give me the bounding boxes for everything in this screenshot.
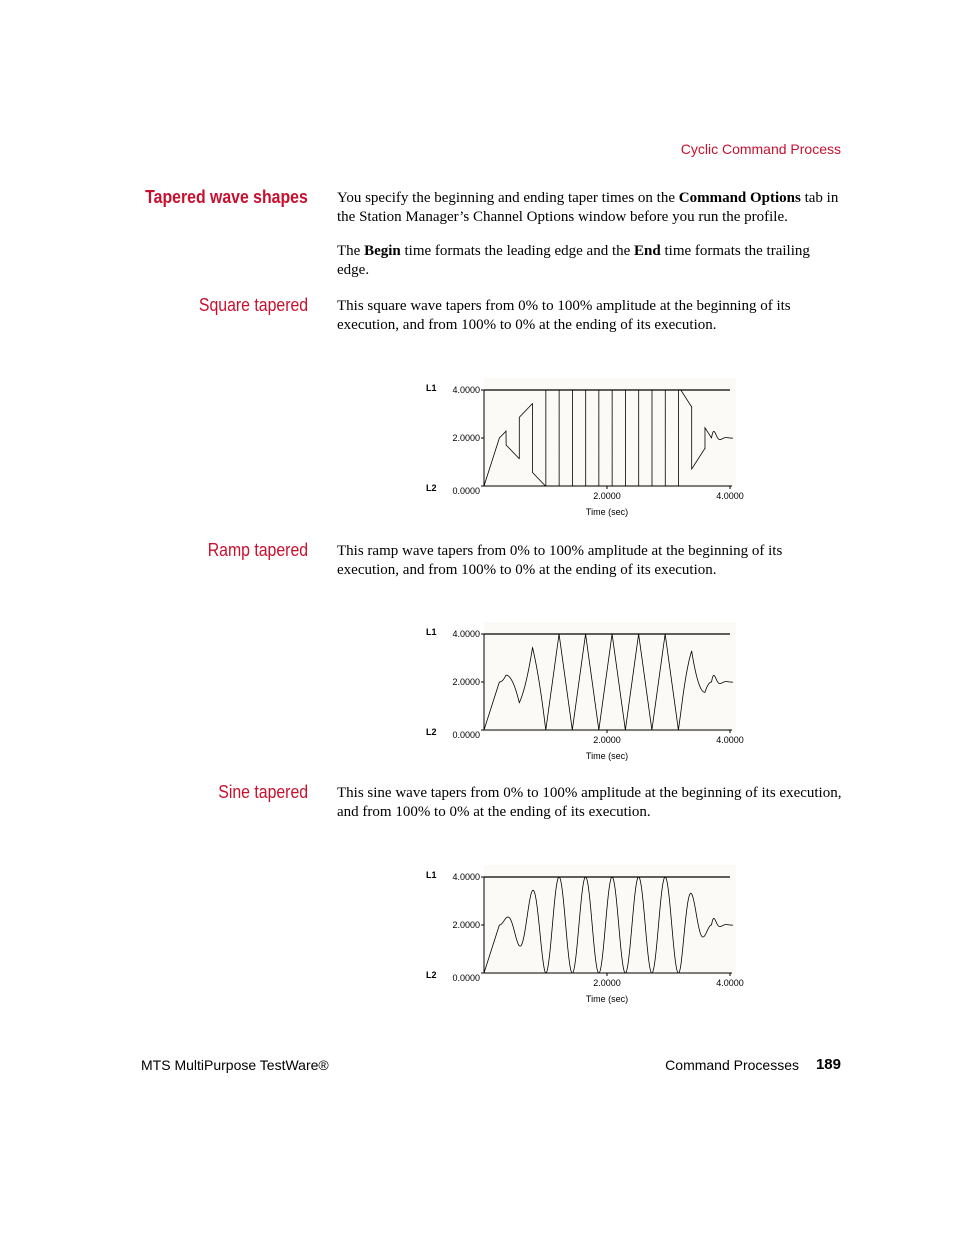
paragraph-ramp: This ramp wave tapers from 0% to 100% amplitude at the beginning of its execution, and from 100% to 0% at the ending of its execution. — [337, 543, 783, 578]
paragraph-sine: This sine wave tapers from 0% to 100% amplitude at the beginning of its execution, and from 100% to 0% at the ending of its execution. — [337, 785, 842, 820]
paragraph-taper-times — [337, 189, 842, 227]
x-axis-label: Time (sec) — [585, 751, 629, 761]
y-tick-label: 0.0000 — [452, 486, 480, 496]
plot-area — [484, 378, 736, 488]
text-run: time formats the leading edge and the — [400, 243, 635, 259]
heading-sine-tapered: Sine tapered — [218, 782, 308, 802]
bold-begin: Begin — [364, 243, 401, 259]
level-label-l2: L2 — [426, 970, 437, 980]
text-run: tab in the Station Manager’s Channel Options window before you run the profile. — [337, 190, 839, 225]
y-tick-label: 4.0000 — [452, 629, 480, 639]
level-label-l2: L2 — [426, 727, 437, 737]
paragraph-square: This square wave tapers from 0% to 100% amplitude at the beginning of its execution, and from 100% to 0% at the ending of its execution. — [337, 298, 791, 333]
chart-ramp-tapered — [420, 616, 750, 766]
y-tick-label: 4.0000 — [452, 872, 480, 882]
y-tick-label: 2.0000 — [452, 433, 480, 443]
heading-tapered-wave-shapes: Tapered wave shapes — [145, 187, 308, 207]
y-tick-label: 2.0000 — [452, 920, 480, 930]
footer-chapter: Command Processes — [665, 1057, 799, 1073]
x-tick-label: 4.0000 — [716, 978, 744, 988]
x-axis-label: Time (sec) — [585, 994, 629, 1004]
text-run: The — [337, 243, 365, 259]
bold-command-options: Command Options — [678, 190, 801, 206]
chart-square-tapered — [420, 372, 750, 522]
chart-sine-tapered — [420, 859, 750, 1009]
running-header: Cyclic Command Process — [680, 141, 841, 157]
level-label-l1: L1 — [426, 870, 437, 880]
x-tick-label: 4.0000 — [716, 491, 744, 501]
page-number: 189 — [815, 1056, 841, 1073]
level-label-l1: L1 — [426, 627, 437, 637]
x-tick-label: 2.0000 — [593, 978, 621, 988]
y-tick-label: 4.0000 — [452, 385, 480, 395]
x-tick-label: 2.0000 — [593, 491, 621, 501]
bold-end: End — [634, 243, 661, 259]
heading-square-tapered: Square tapered — [198, 295, 308, 315]
x-axis-label: Time (sec) — [585, 507, 629, 517]
y-tick-label: 0.0000 — [452, 730, 480, 740]
plot-area — [484, 622, 736, 732]
footer-product: MTS MultiPurpose TestWare® — [141, 1057, 329, 1073]
heading-ramp-tapered: Ramp tapered — [207, 540, 308, 560]
x-tick-label: 4.0000 — [716, 735, 744, 745]
level-label-l2: L2 — [426, 483, 437, 493]
text-run: time formats the trailing edge. — [337, 243, 810, 278]
y-tick-label: 0.0000 — [452, 973, 480, 983]
text-run: You specify the beginning and ending taper times on the — [337, 190, 679, 206]
chart-sine-svg — [420, 859, 750, 1009]
x-tick-label: 2.0000 — [593, 735, 621, 745]
chart-ramp-svg — [420, 616, 750, 766]
paragraph-begin-end — [337, 242, 842, 280]
y-tick-label: 2.0000 — [452, 677, 480, 687]
level-label-l1: L1 — [426, 383, 437, 393]
chart-square-svg — [420, 372, 750, 522]
